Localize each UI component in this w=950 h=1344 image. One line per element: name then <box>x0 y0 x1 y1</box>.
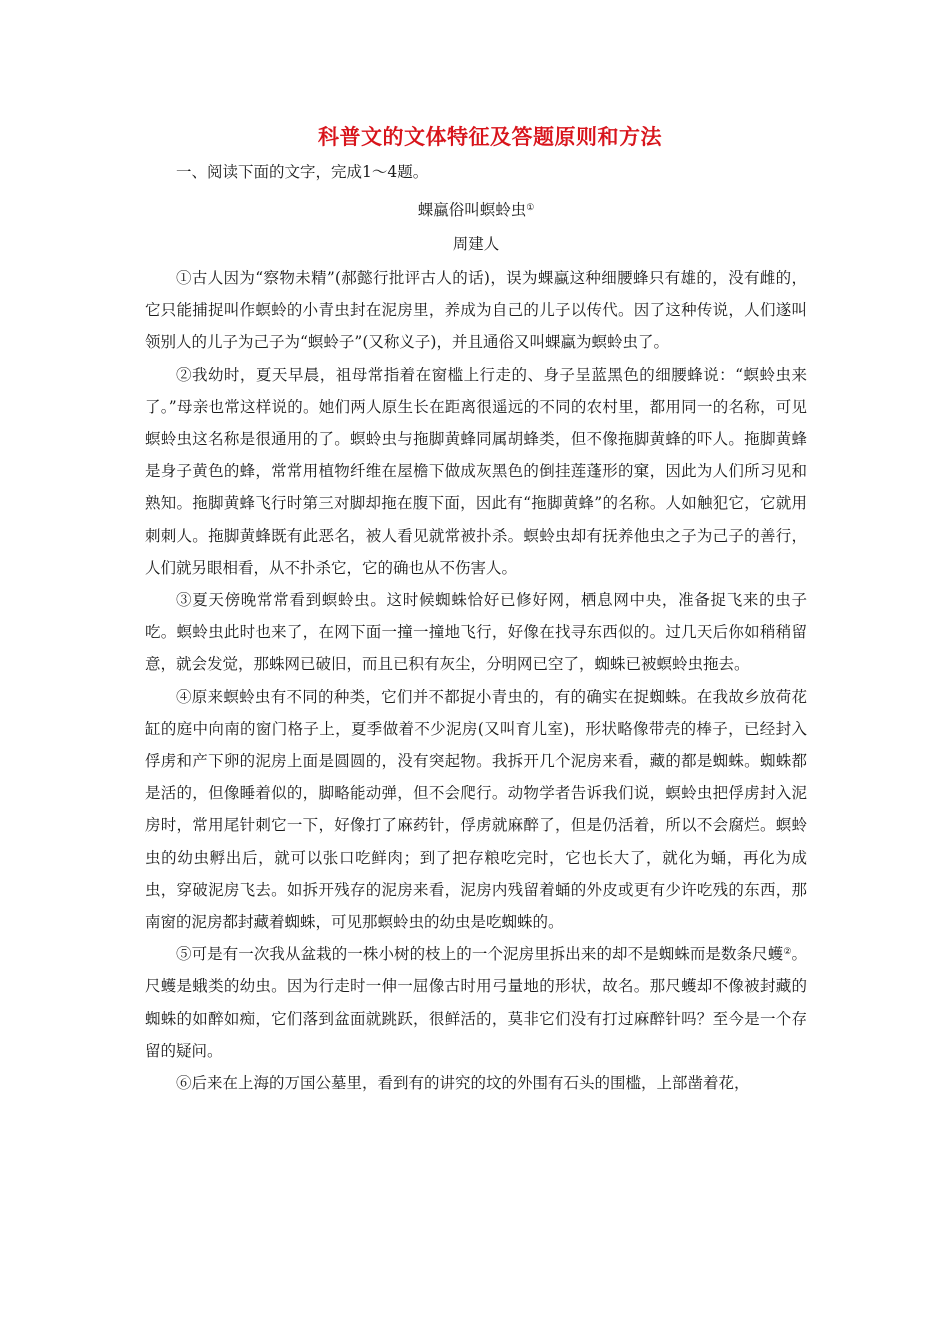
paragraph-5 <box>145 938 807 1067</box>
paragraph-6: ⑥后来在上海的万国公墓里，看到有的讲究的坟的外围有石头的围槛，上部凿着花， <box>176 1074 750 1093</box>
footnote-marker: ① <box>526 203 535 213</box>
article-author: 周建人 <box>452 235 500 253</box>
document-page <box>145 118 807 1099</box>
article-title-text: 蜾蠃俗叫螟蛉虫 <box>417 201 527 219</box>
paragraph-3: ③夏天傍晚常常看到螟蛉虫。这时候蜘蛛恰好已修好网，栖息网中央，准备捉飞来的虫子吃。螟蛉虫此时也来了，在网下面一撞一撞地飞行，好像在找寻东西似的。过几天后你如稍稍留意，就会发觉，那蛛网已破旧，而且已积有灰尘，分明网已空了，蜘蛛已被螟蛉虫拖去。 <box>145 591 807 674</box>
article-title <box>145 194 807 226</box>
paragraph-5-text-b: 。尺蠖是蛾类的幼虫。因为行走时一伸一屈像古时用弓量地的形状，故名。那尺蠖却不像被封藏的蜘蛛的如醉如痴，它们落到盆面就跳跃，很鲜活的，莫非它们没有打过麻醉针吗？至今是一个存留的疑问。 <box>145 945 807 1060</box>
footnote-marker: ② <box>783 947 792 958</box>
paragraph-5-text-a: ⑤可是有一次我从盆栽的一株小树的枝上的一个泥房里拆出来的却不是蜘蛛而是数条尺蠖 <box>176 945 784 964</box>
question-instruction: 一、阅读下面的文字，完成1～4题。 <box>176 163 429 181</box>
paragraph-4: ④原来螟蛉虫有不同的种类，它们并不都捉小青虫的，有的确实在捉蜘蛛。在我故乡放荷花缸的庭中向南的窗门格子上，夏季做着不少泥房(又叫育儿室)，形状略像带壳的棒子，已经封入俘虏和产下卵的泥房上面是圆圆的，没有突起物。我拆开几个泥房来看，藏的都是蜘蛛。蜘蛛都是活的，但像睡着似的，脚略能动弹，但不会爬行。动物学者告诉我们说，螟蛉虫把俘虏封入泥房时，常用尾针刺它一下，好像打了麻药针，俘虏就麻醉了，但是仍活着，所以不会腐烂。螟蛉虫的幼虫孵出后，就可以张口吃鲜肉；到了把存粮吃完时，它也长大了，就化为蛹，再化为成虫，穿破泥房飞去。如拆开残存的泥房来看，泥房内残留着蛹的外皮或更有少许吃残的东西，那南窗的泥房都封藏着蜘蛛，可见那螟蛉虫的幼虫是吃蜘蛛的。 <box>145 687 807 932</box>
paragraph-1: ①古人因为“察物未精”(郝懿行批评古人的话)，误为蜾蠃这种细腰蜂只有雄的，没有雌的，它只能捕捉叫作螟蛉的小青虫封在泥房里，养成为自己的儿子以传代。因了这种传说，人们遂叫领别人的儿子为己子为“螟蛉子”(又称义子)，并且通俗又叫蜾蠃为螟蛉虫了。 <box>145 269 807 352</box>
paragraph-2: ②我幼时，夏天早晨，祖母常指着在窗槛上行走的、身子呈蓝黑色的细腰蜂说：“螟蛉虫来了。”母亲也常这样说的。她们两人原生长在距离很遥远的不同的农村里，都用同一的名称，可见螟蛉虫这名称是很通用的了。螟蛉虫与拖脚黄蜂同属胡蜂类，但不像拖脚黄蜂的吓人。拖脚黄蜂是身子黄色的蜂，常常用植物纤维在屋檐下做成灰黑色的倒挂莲蓬形的窠，因此为人们所习见和熟知。拖脚黄蜂飞行时第三对脚却拖在腹下面，因此有“拖脚黄蜂”的名称。人如触犯它，它就用刺刺人。拖脚黄蜂既有此恶名，被人看见就常被扑杀。螟蛉虫却有抚养他虫之子为己子的善行，人们就另眼相看，从不扑杀它，它的确也从不伤害人。 <box>145 365 807 577</box>
document-title: 科普文的文体特征及答题原则和方法 <box>318 124 662 149</box>
